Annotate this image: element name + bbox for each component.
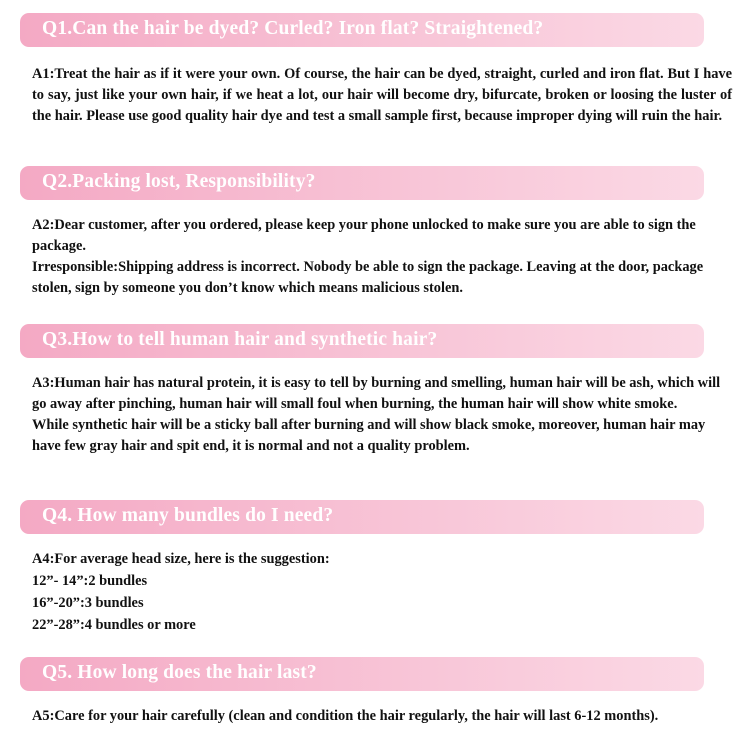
faq-answer-3-text-2: While synthetic hair will be a sticky ball after burning and will show black smoke, moreover, human hair may have few gray hair and spit end, it is normal and not a quality problem. <box>32 417 706 454</box>
faq-question-2: Q2.Packing lost, Responsibility? <box>42 171 316 192</box>
faq-question-bar-1 <box>20 13 704 47</box>
faq-question-bar-4 <box>20 500 704 534</box>
faq-answer-1-text: A1:Treat the hair as if it were your own. Of course, the hair can be dyed, straight, curled and iron flat. But I have to say, just like your own hair, if we heat a lot, our hair will become dry, bifurcate, broken or loosing the luster of the hair. Please use good quality hair dye and test a small sample first, because improper dying will ruin the hair. <box>32 66 732 124</box>
faq-question-bar-3 <box>20 324 704 358</box>
faq-question-1: Q1.Can the hair be dyed? Curled? Iron flat? Straightened? <box>42 18 544 39</box>
faq-answer-4-text-1: A4:For average head size, here is the suggestion: <box>32 551 330 567</box>
faq-answer-2 <box>32 215 732 299</box>
faq-answer-3 <box>32 373 732 457</box>
faq-answer-4-text-2: 12”- 14”:2 bundles <box>32 573 148 589</box>
faq-question-5: Q5. How long does the hair last? <box>42 662 317 683</box>
faq-answer-1 <box>32 64 732 127</box>
faq-answer-2-text-1: A2:Dear customer, after you ordered, please keep your phone unlocked to make sure you are able to sign the package. <box>32 217 696 254</box>
faq-question-4: Q4. How many bundles do I need? <box>42 505 334 526</box>
faq-answer-4-text-3: 16”-20”:3 bundles <box>32 595 144 611</box>
faq-question-3: Q3.How to tell human hair and synthetic hair? <box>42 329 438 350</box>
faq-answer-4 <box>32 548 732 636</box>
faq-answer-4-text-4: 22”-28”:4 bundles or more <box>32 617 196 633</box>
faq-question-bar-2 <box>20 166 704 200</box>
faq-answer-2-text-2: Irresponsible:Shipping address is incorrect. Nobody be able to sign the package. Leaving at the door, package stolen, sign by someone you don’t know which means malicious stolen. <box>32 259 704 296</box>
faq-answer-3-text-1: A3:Human hair has natural protein, it is easy to tell by burning and smelling, human hair will be ash, which will go away after pinching, human hair will small foul when burning, the human hair will show white smoke. <box>32 375 721 412</box>
faq-question-bar-5 <box>20 657 704 691</box>
faq-answer-5 <box>32 706 732 727</box>
faq-answer-5-text: A5:Care for your hair carefully (clean and condition the hair regularly, the hair will last 6-12 months). <box>32 708 659 724</box>
